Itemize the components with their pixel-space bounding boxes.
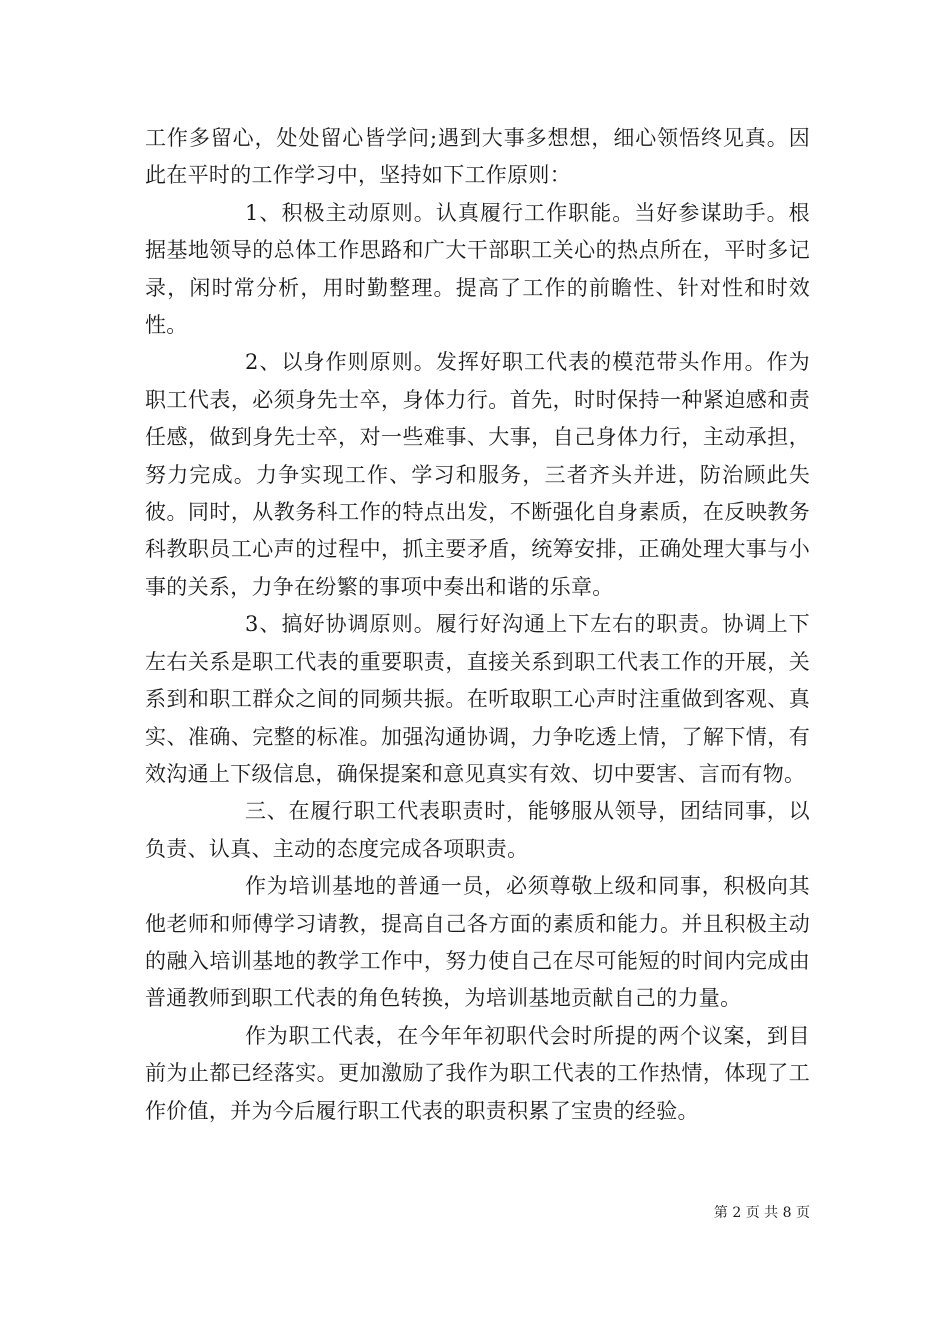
paragraph-section-3: 三、在履行职工代表职责时，能够服从领导，团结同事，以负责、认真、主动的态度完成各项职责。 — [145, 799, 810, 861]
paragraph-continuation: 工作多留心，处处留心皆学问;遇到大事多想想，细心领悟终见真。因此在平时的工作学习中，坚持如下工作原则： — [145, 126, 810, 188]
paragraph-principle-2: 2、以身作则原则。发挥好职工代表的模范带头作用。作为职工代表，必须身先士卒，身体力行。首先，时时保持一种紧迫感和责任感，做到身先士卒，对一些难事、大事，自己身体力行，主动承担，努力完成。力争实现工作、学习和服务，三者齐头并进，防治顾此失彼。同时，从教务科工作的特点出发，不断强化自身素质，在反映教务科教职员工心声的过程中，抓主要矛盾，统筹安排，正确处理大事与小事的关系，力争在纷繁的事项中奏出和谐的乐章。 — [145, 350, 810, 599]
paragraph-trainee: 作为培训基地的普通一员，必须尊敬上级和同事，积极向其他老师和师傅学习请教，提高自己各方面的素质和能力。并且积极主动的融入培训基地的教学工作中，努力使自己在尽可能短的时间内完成由普通教师到职工代表的角色转换，为培训基地贡献自己的力量。 — [145, 874, 810, 1011]
paragraph-principle-3: 3、搞好协调原则。履行好沟通上下左右的职责。协调上下左右关系是职工代表的重要职责，直接关系到职工代表工作的开展，关系到和职工群众之间的同频共振。在听取职工心声时注重做到客观、真实、准确、完整的标准。加强沟通协调，力争吃透上情，了解下情，有效沟通上下级信息，确保提案和意见真实有效、切中要害、言而有物。 — [145, 612, 810, 786]
paragraph-proposals: 作为职工代表，在今年年初职代会时所提的两个议案，到目前为止都已经落实。更加激励了我作为职工代表的工作热情，体现了工作价值，并为今后履行职工代表的职责积累了宝贵的经验。 — [145, 1023, 810, 1123]
paragraph-principle-1: 1、积极主动原则。认真履行工作职能。当好参谋助手。根据基地领导的总体工作思路和广大干部职工关心的热点所在，平时多记录，闲时常分析，用时勤整理。提高了工作的前瞻性、针对性和时效性。 — [145, 200, 810, 338]
page-number: 第 2 页 共 8 页 — [713, 1205, 810, 1221]
document-body — [145, 120, 810, 1130]
